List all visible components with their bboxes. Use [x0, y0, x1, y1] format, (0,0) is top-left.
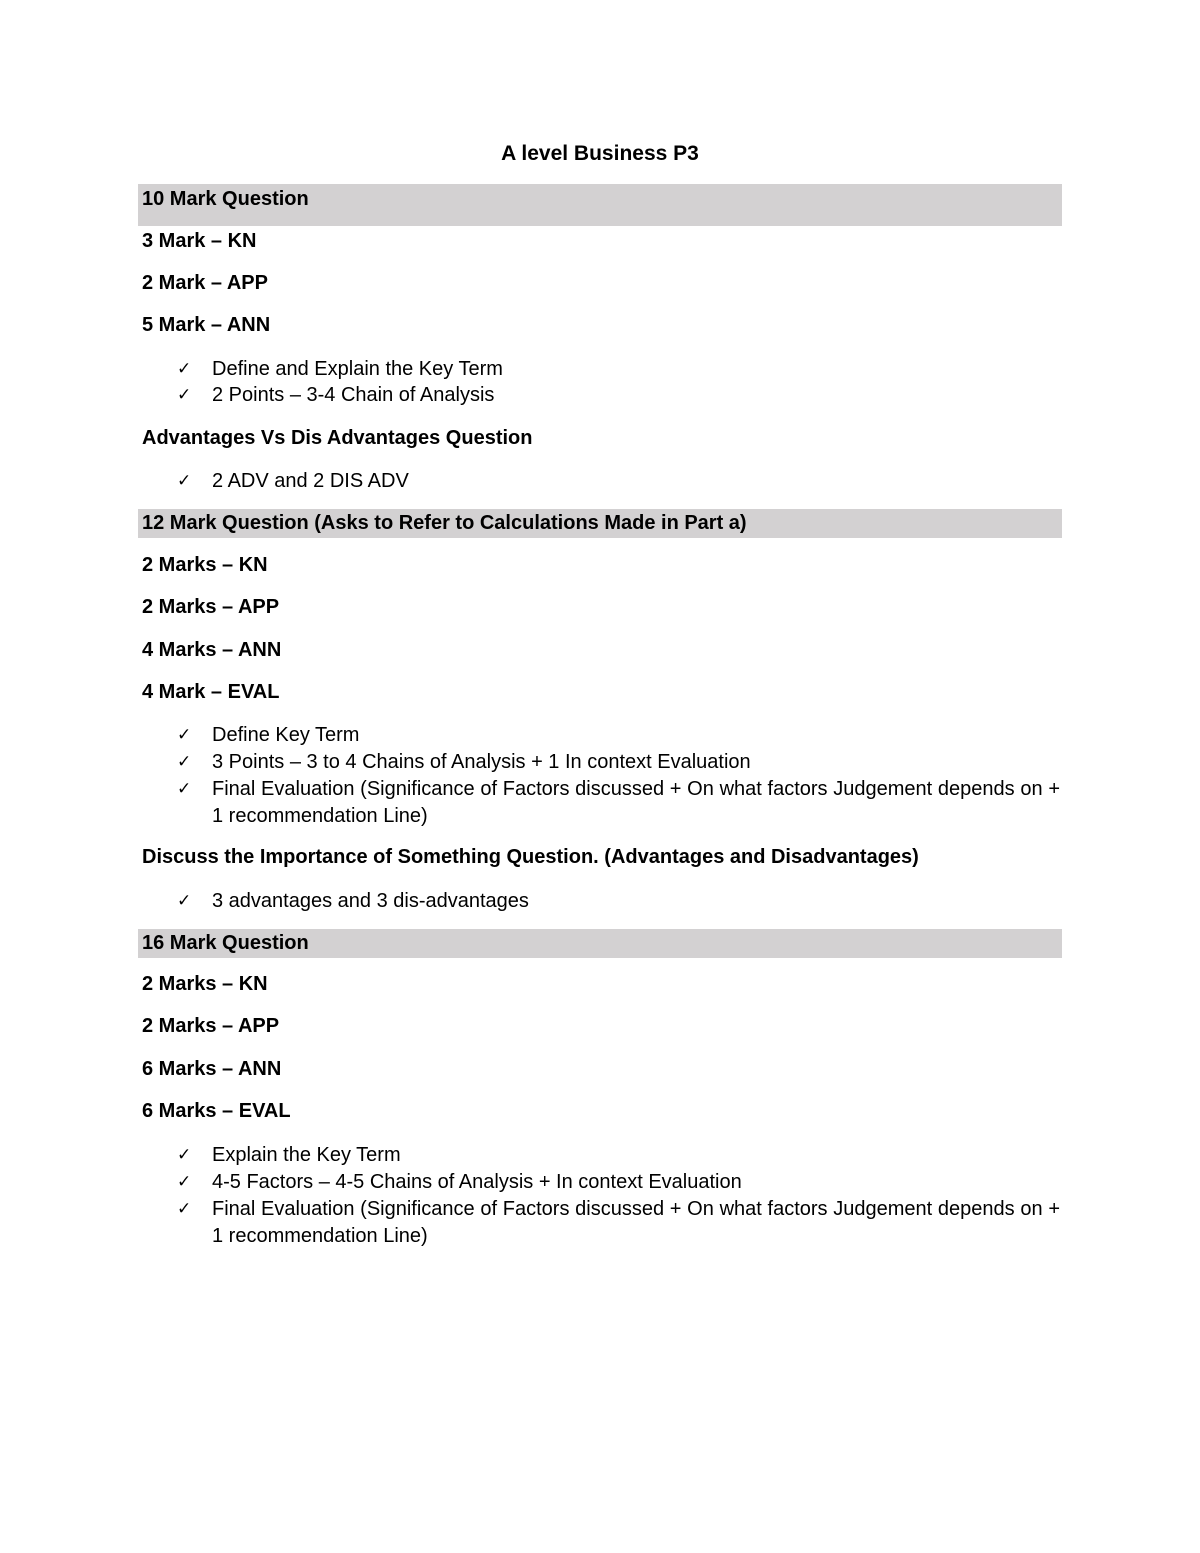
- mark-line: 2 Marks – KN: [142, 973, 268, 995]
- list-item: [177, 382, 1060, 409]
- list-item: [177, 749, 1060, 776]
- checkmark-icon: ✓: [177, 1199, 192, 1219]
- checkmark-icon: ✓: [177, 1172, 192, 1192]
- list-item-text: 2 ADV and 2 DIS ADV: [212, 470, 409, 492]
- mark-line: 6 Marks – EVAL: [142, 1100, 291, 1122]
- section-12-header-text: 12 Mark Question (Asks to Refer to Calculations Made in Part a): [142, 512, 747, 534]
- mark-line: 6 Marks – ANN: [142, 1058, 282, 1080]
- list-item-text: Final Evaluation (Significance of Factors discussed + On what factors Judgement depends on + 1 recommendation Line): [212, 778, 1060, 827]
- checkmark-icon: ✓: [177, 725, 192, 745]
- checkmark-icon: ✓: [177, 471, 192, 491]
- mark-line: 5 Mark – ANN: [142, 314, 271, 336]
- list-item: [177, 722, 1060, 749]
- list-item: [177, 1169, 1060, 1196]
- section-10-header-text: 10 Mark Question: [142, 188, 309, 210]
- list-item: [177, 776, 1060, 830]
- mark-line: 4 Marks – ANN: [142, 639, 282, 661]
- section-16-header-text: 16 Mark Question: [142, 932, 309, 954]
- list-item-text: Define and Explain the Key Term: [212, 358, 503, 380]
- checkmark-icon: ✓: [177, 779, 192, 799]
- checkmark-icon: ✓: [177, 891, 192, 911]
- section-10-header: [138, 184, 1062, 226]
- list-item-text: Explain the Key Term: [212, 1144, 401, 1166]
- list-item-text: Final Evaluation (Significance of Factors discussed + On what factors Judgement depends on + 1 recommendation Line): [212, 1198, 1060, 1247]
- mark-line: 2 Marks – APP: [142, 1015, 280, 1037]
- list-item: [177, 1142, 1060, 1169]
- list-item-text: 3 advantages and 3 dis-advantages: [212, 890, 529, 912]
- list-item-text: 4-5 Factors – 4-5 Chains of Analysis + In context Evaluation: [212, 1171, 742, 1193]
- mark-line: 2 Marks – APP: [142, 596, 280, 618]
- list-item-text: 3 Points – 3 to 4 Chains of Analysis + 1 In context Evaluation: [212, 751, 751, 773]
- document-title: A level Business P3: [501, 142, 699, 165]
- checkmark-icon: ✓: [177, 1145, 192, 1165]
- checkmark-icon: ✓: [177, 752, 192, 772]
- section-12-header: [138, 509, 1062, 538]
- mark-line: 3 Mark – KN: [142, 230, 257, 252]
- mark-line: 2 Mark – APP: [142, 272, 268, 294]
- checkmark-icon: ✓: [177, 385, 192, 405]
- list-item-text: 2 Points – 3-4 Chain of Analysis: [212, 384, 495, 406]
- mark-line: 2 Marks – KN: [142, 554, 268, 576]
- list-item: [177, 356, 1060, 383]
- sub-heading: Discuss the Importance of Something Question. (Advantages and Disadvantages): [142, 846, 919, 868]
- list-item: [177, 888, 1060, 915]
- list-item-text: Define Key Term: [212, 724, 360, 746]
- sub-heading: Advantages Vs Dis Advantages Question: [142, 427, 533, 449]
- section-16-header: [138, 929, 1062, 958]
- checkmark-icon: ✓: [177, 359, 192, 379]
- mark-line: 4 Mark – EVAL: [142, 681, 280, 703]
- list-item: [177, 468, 1060, 495]
- list-item: [177, 1196, 1060, 1250]
